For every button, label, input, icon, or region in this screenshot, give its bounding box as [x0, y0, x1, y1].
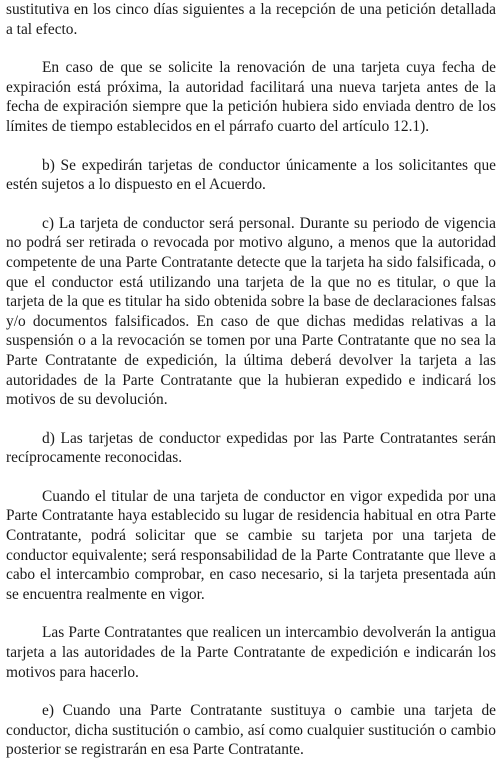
- paragraph-exchange: Cuando el titular de una tarjeta de conductor en vigor expedida por una Parte Contratante haya establecido su lugar de residencia habitual en otra Parte Contratante, podrá solicitar que se cambie su tarjeta por una tarjeta de conductor equivalente; será responsabilidad de la Parte Contratante que lleve a cabo el intercambio comprobar, en caso necesario, si la tarjeta presentada aún se encuentra realmente en vigor.: [6, 487, 496, 603]
- paragraph-gap: [6, 137, 496, 156]
- paragraph-b: b) Se expedirán tarjetas de conductor únicamente a los solicitantes que estén sujetos a lo dispuesto en el Acuerdo.: [6, 156, 496, 194]
- paragraph-continuation: sustitutiva en los cinco días siguientes a la recepción de una petición detallada a tal efecto.: [6, 1, 496, 38]
- document-page: [6, 0, 496, 760]
- paragraph-gap: [6, 195, 496, 214]
- paragraph-gap: [6, 604, 496, 623]
- paragraph-gap: [6, 410, 496, 429]
- paragraph-c: c) La tarjeta de conductor será personal. Durante su periodo de vigencia no podrá ser retirada o revocada por motivo alguno, a menos que la autoridad competente de una Parte Contratante detecte que la tarjeta ha sido falsificada, o que el conductor está utilizando una tarjeta de la que no es titular, o que la tarjeta de la que es titular ha sido obtenida sobre la base de declaraciones falsas y/o documentos falsificados. En caso de que dichas medidas relativas a la suspensión o a la revocación se tomen por una Parte Contratante que no sea la Parte Contratante de expedición, la última deberá devolver la tarjeta a las autoridades de la Parte Contratante que la hubieran expedido e indicará los motivos de su devolución.: [6, 214, 496, 409]
- paragraph-gap: [6, 468, 496, 487]
- paragraph-gap: [6, 682, 496, 701]
- paragraph-gap: [6, 39, 496, 58]
- paragraph-e: e) Cuando una Parte Contratante sustituya o cambie una tarjeta de conductor, dicha sustitución o cambio, así como cualquier sustitución o cambio posterior se registrarán en esa Parte Contratante.: [6, 702, 496, 759]
- paragraph-d: d) Las tarjetas de conductor expedidas por las Parte Contratantes serán recíprocamente reconocidas.: [6, 429, 496, 467]
- paragraph-return: Las Parte Contratantes que realicen un intercambio devolverán la antigua tarjeta a las autoridades de la Parte Contratante de expedición e indicarán los motivos para hacerlo.: [6, 624, 496, 681]
- paragraph-renewal: En caso de que se solicite la renovación de una tarjeta cuya fecha de expiración está próxima, la autoridad facilitará una nueva tarjeta antes de la fecha de expiración siempre que la petición hubiera sido enviada dentro de los límites de tiempo establecidos en el párrafo cuarto del artículo 12.1).: [6, 59, 496, 135]
